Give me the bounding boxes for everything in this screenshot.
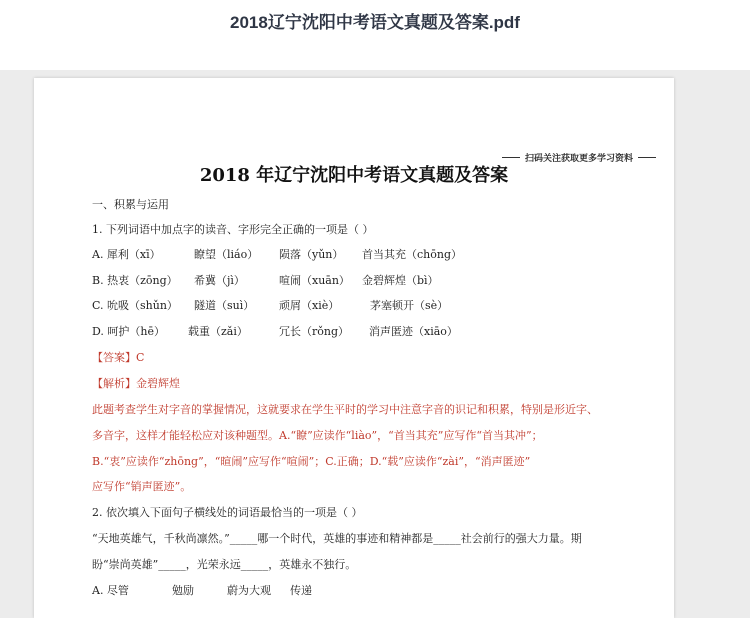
question-2-stem: 2. 依次填入下面句子横线处的词语最恰当的一项是（ ） — [92, 506, 363, 519]
q2-option-a-word-2: 勉励 — [172, 584, 194, 597]
option-d-word-3: 冗长（rǒng） — [279, 325, 350, 338]
option-d-word-4: 消声匿迹（xiāo） — [369, 325, 458, 338]
option-b-word-3: 喧闹（xuān） — [279, 274, 350, 287]
option-a-word-2: 瞭望（liáo） — [194, 248, 259, 261]
header-rule-right — [638, 157, 656, 158]
q2-option-a-word-4: 传递 — [290, 584, 312, 597]
question-1-stem: 1. 下列词语中加点字的读音、字形完全正确的一项是（ ） — [92, 223, 374, 236]
file-title: 2018辽宁沈阳中考语文真题及答案.pdf — [230, 13, 520, 32]
document-title: 2018 年辽宁沈阳中考语文真题及答案 — [199, 165, 509, 186]
pdf-page — [34, 78, 674, 618]
analysis-line-3: B.“衷”应读作“zhōng”，“暄闹”应写作“喧闹”；C.正确；D.“载”应读作“zài”，“消声匿迹” — [92, 455, 531, 468]
option-b-word-4: 金碧辉煌（bì） — [362, 274, 439, 287]
analysis-line-1: 此题考查学生对字音的掌握情况，这就要求在学生平时的学习中注意字音的识记和积累，特别是形近字、 — [92, 403, 598, 416]
question-2-line-1: “天地英雄气，千秋尚凛然。”_____哪一个时代，英雄的事迹和精神都是_____社会前行的强大力量。期 — [92, 532, 582, 545]
option-b-word-2: 希冀（jì） — [194, 274, 245, 287]
option-c-word-3: 顽屑（xiè） — [279, 299, 340, 312]
header-note-text: 扫码关注获取更多学习资料 — [524, 154, 633, 164]
question-2-line-2: 盼“崇尚英雄”_____，光荣永远_____，英雄永不独行。 — [92, 558, 357, 571]
option-a-word-3: 陨落（yǔn） — [279, 248, 344, 261]
option-d-word-2: 载重（zǎi） — [188, 325, 248, 338]
analysis-line-2: 多音字，这样才能轻松应对该种题型。A.“瞭”应读作“liào”，“首当其充”应写作“首当其冲”； — [92, 429, 543, 442]
option-d-word-1: D. 呵护（hē） — [92, 325, 166, 338]
option-c-word-4: 茅塞顿开（sè） — [370, 299, 449, 312]
option-a-word-1: A. 犀利（xī） — [92, 248, 161, 261]
viewer-toolbar — [0, 0, 750, 70]
q2-option-a-word-1: A. 尽管 — [92, 584, 129, 597]
analysis-label: 【解析】金碧辉煌 — [92, 377, 180, 390]
analysis-line-4: 应写作“销声匿迹”。 — [92, 480, 192, 493]
section-heading: 一、积累与运用 — [92, 198, 169, 211]
option-b-word-1: B. 热衷（zōng） — [92, 274, 178, 287]
option-c-word-1: C. 吮吸（shǔn） — [92, 299, 178, 312]
header-rule-left — [502, 157, 520, 158]
option-c-word-2: 隧道（suì） — [194, 299, 255, 312]
option-a-word-4: 首当其充（chōng） — [362, 248, 462, 261]
answer-label: 【答案】C — [92, 351, 145, 364]
q2-option-a-word-3: 蔚为大观 — [227, 584, 271, 597]
